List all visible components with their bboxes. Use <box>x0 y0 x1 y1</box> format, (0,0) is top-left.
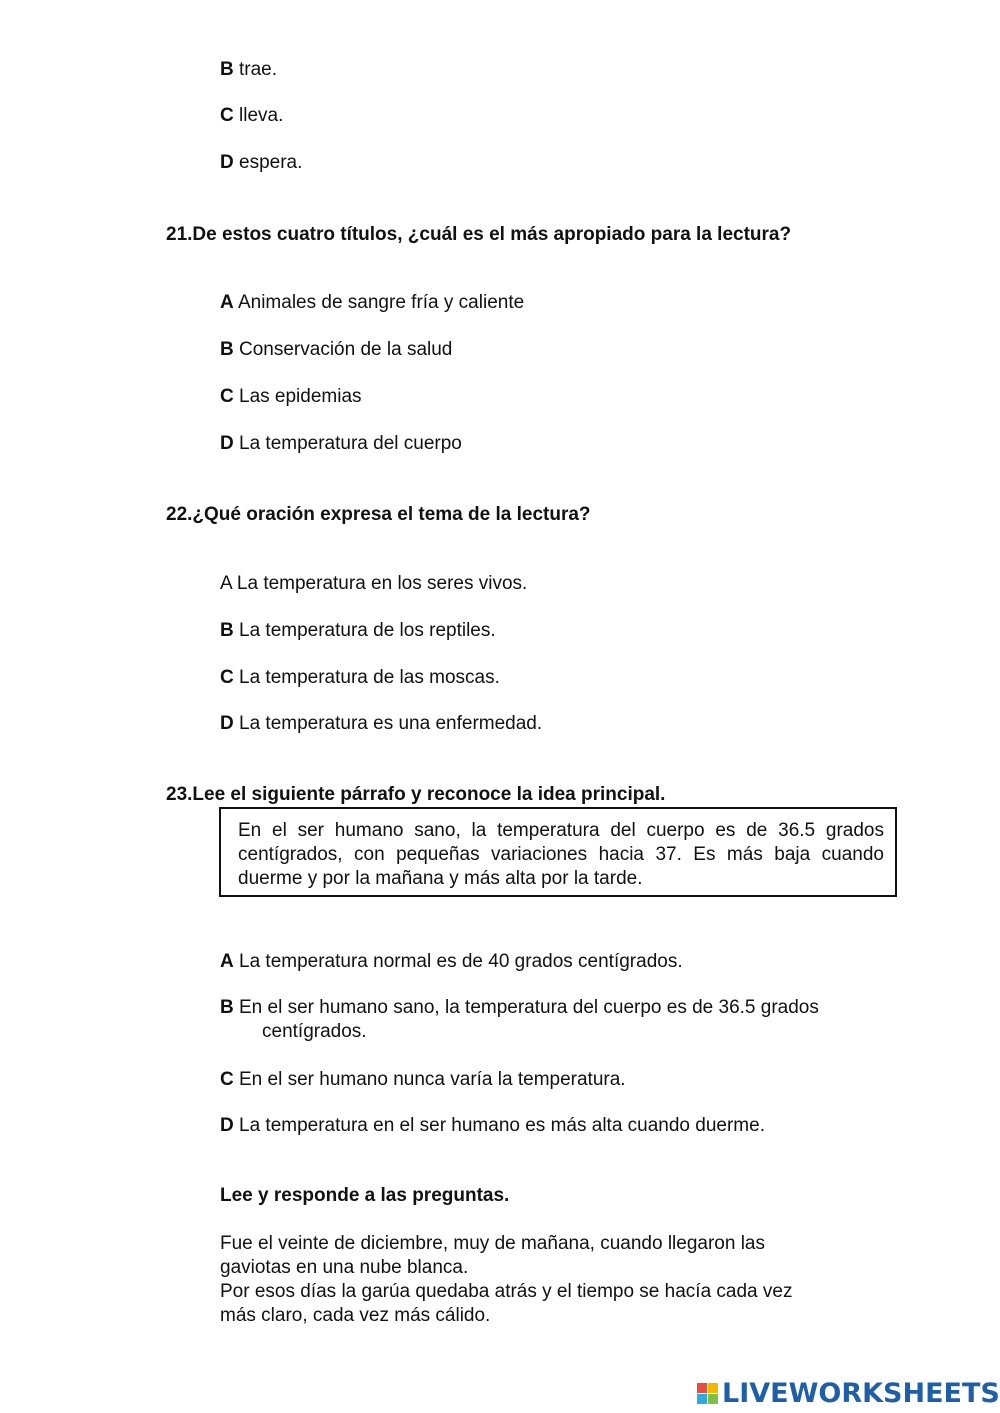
passage-line: En el ser humano sano, la temperatura del cuerpo es de 36.5 grados <box>238 820 884 841</box>
reading-line: más claro, cada vez más cálido. <box>220 1305 491 1326</box>
option-21-a: A Animales de sangre fría y caliente <box>220 292 525 313</box>
logo-mark-icon <box>697 1383 718 1404</box>
reading-line: gaviotas en una nube blanca. <box>220 1257 469 1278</box>
option-21-c: C Las epidemias <box>220 386 362 407</box>
option-22-b: B La temperatura de los reptiles. <box>220 620 496 641</box>
option-23-c: C En el ser humano nunca varía la temperatura. <box>220 1069 626 1090</box>
option-22-c: C La temperatura de las moscas. <box>220 667 500 688</box>
option-23-a: A La temperatura normal es de 40 grados centígrados. <box>220 951 683 972</box>
passage-line: centígrados, con pequeñas variaciones hacia 37. Es más baja cuando <box>238 844 884 865</box>
liveworksheets-logo <box>697 1377 1000 1409</box>
question-23: 23.Lee el siguiente párrafo y reconoce la idea principal. <box>166 784 666 805</box>
logo-text: LIVEWORKSHEETS <box>722 1377 1000 1409</box>
question-22: 22.¿Qué oración expresa el tema de la lectura? <box>166 504 591 525</box>
reading-line: Por esos días la garúa quedaba atrás y el tiempo se hacía cada vez <box>220 1281 793 1302</box>
option-20-b: B trae. <box>220 59 278 80</box>
passage-line: duerme y por la mañana y más alta por la tarde. <box>238 868 643 889</box>
option-20-d: D espera. <box>220 152 303 173</box>
passage-box <box>219 807 897 897</box>
question-21: 21.De estos cuatro títulos, ¿cuál es el más apropiado para la lectura? <box>166 224 792 245</box>
option-23-d: D La temperatura en el ser humano es más alta cuando duerme. <box>220 1115 765 1136</box>
option-22-a: A La temperatura en los seres vivos. <box>220 573 528 594</box>
option-22-d: D La temperatura es una enfermedad. <box>220 713 543 734</box>
reading-heading: Lee y responde a las preguntas. <box>220 1185 510 1206</box>
option-20-c: C lleva. <box>220 105 284 126</box>
option-23-b-continuation: centígrados. <box>262 1021 367 1042</box>
reading-line: Fue el veinte de diciembre, muy de mañana, cuando llegaron las <box>220 1233 765 1254</box>
option-23-b: B En el ser humano sano, la temperatura del cuerpo es de 36.5 grados <box>220 997 819 1018</box>
option-21-d: D La temperatura del cuerpo <box>220 433 462 454</box>
option-21-b: B Conservación de la salud <box>220 339 453 360</box>
